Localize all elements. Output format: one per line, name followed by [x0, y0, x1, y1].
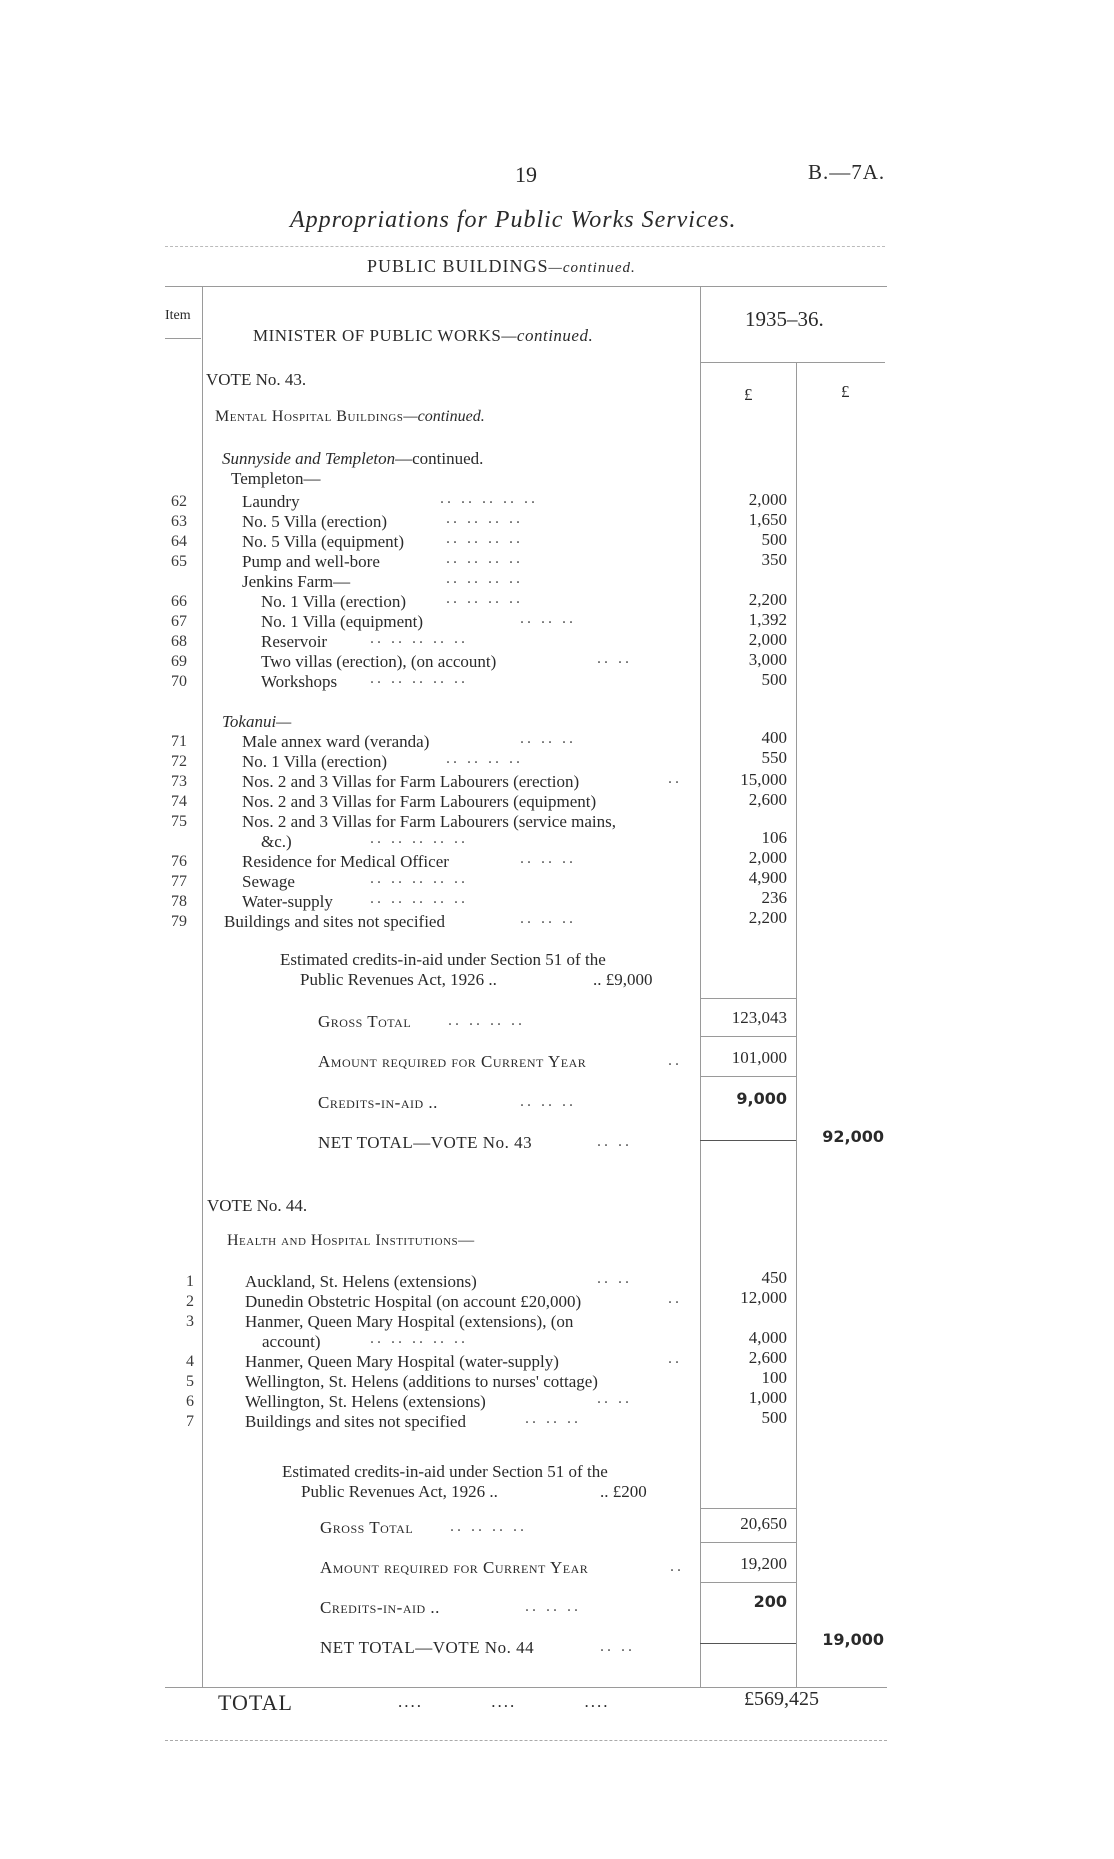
line-item-amount: 1,000	[748, 1388, 787, 1407]
credits-in-aid-note: Estimated credits-in-aid under Section 51 of the	[280, 950, 606, 969]
item-number: 78	[171, 893, 187, 910]
item-number: 65	[171, 553, 187, 570]
item-number: 75	[171, 813, 187, 830]
credits-in-aid-note-amount: .. £9,000	[593, 970, 653, 989]
item-number: 79	[171, 913, 187, 930]
line-item-label: Hanmer, Queen Mary Hospital (extensions), (on	[245, 1312, 574, 1331]
line-item-amount: 500	[761, 670, 787, 689]
line-item-label: No. 5 Villa (equipment)	[242, 532, 405, 551]
line-item-amount: 15,000	[740, 770, 787, 789]
line-item-amount: 2,000	[748, 848, 787, 867]
amount-required-label: Amount required for Current Year	[320, 1558, 589, 1577]
amount-required-value: 19,200	[740, 1554, 787, 1573]
line-item-amount: 4,900	[748, 868, 787, 887]
vote-44-title: VOTE No. 44.	[207, 1196, 308, 1215]
line-item-amount: 350	[761, 550, 787, 569]
item-number: 66	[171, 593, 187, 610]
item-header-rule	[165, 338, 201, 339]
credits-in-aid-label: Credits-in-aid ..	[320, 1598, 440, 1617]
item-number: 4	[186, 1353, 194, 1370]
line-item-amount: 450	[761, 1268, 787, 1287]
line-item-label: Nos. 2 and 3 Villas for Farm Labourers (service mains,	[242, 812, 616, 831]
line-item-amount: 2,200	[748, 908, 787, 927]
item-number: 62	[171, 493, 187, 510]
grand-total-label: TOTAL	[218, 1690, 293, 1715]
line-item-amount: 2,600	[748, 790, 787, 809]
line-item-amount: 400	[761, 728, 787, 747]
gross-total-value: 123,043	[731, 1008, 787, 1027]
line-item-label-continued: &c.)	[261, 832, 292, 851]
line-item-label: Water-supply	[242, 892, 333, 911]
line-item-label: Wellington, St. Helens (additions to nurses' cottage)	[245, 1372, 598, 1391]
currency-label-1: £	[744, 385, 753, 404]
vote-44-section-heading: Health and Hospital Institutions—	[227, 1232, 475, 1249]
item-number: 70	[171, 673, 187, 690]
item-number: 77	[171, 873, 187, 890]
currency-label-2: £	[841, 382, 850, 401]
item-number: 74	[171, 793, 187, 810]
line-item-label: Nos. 2 and 3 Villas for Farm Labourers (erection)	[242, 772, 580, 791]
item-number: 63	[171, 513, 187, 530]
line-item-label: No. 1 Villa (equipment)	[261, 612, 424, 631]
line-item-amount: 4,000	[748, 1328, 787, 1347]
gross-total-label: Gross Total	[318, 1012, 412, 1031]
line-item-label: Dunedin Obstetric Hospital (on account £20,000)	[245, 1292, 582, 1311]
line-item-amount: 500	[761, 1408, 787, 1427]
item-number: 68	[171, 633, 187, 650]
line-item-amount: 106	[761, 828, 787, 847]
line-item-label: Buildings and sites not specified	[224, 912, 445, 931]
gross-total-label: Gross Total	[320, 1518, 414, 1537]
line-item-label: Male annex ward (veranda)	[242, 732, 430, 751]
page-title: Appropriations for Public Works Services.	[290, 207, 737, 233]
line-item-amount: 550	[761, 748, 787, 767]
grand-total-leaders: .... .... ....	[398, 1692, 610, 1711]
vote-43-section-heading: Mental Hospital Buildings—continued.	[215, 408, 485, 425]
line-item-label: Hanmer, Queen Mary Hospital (water-supply)	[245, 1352, 559, 1371]
subgroup-templeton: Templeton—	[231, 469, 321, 488]
line-item-amount: 100	[761, 1368, 787, 1387]
line-item-label: No. 1 Villa (erection)	[261, 592, 407, 611]
item-number: 71	[171, 733, 187, 750]
net-total-value: 92,000	[822, 1127, 884, 1146]
line-item-label: Wellington, St. Helens (extensions)	[245, 1392, 486, 1411]
credits-in-aid-value: 200	[753, 1592, 787, 1611]
vote-43-title: VOTE No. 43.	[206, 370, 307, 389]
line-item-amount: 236	[761, 888, 787, 907]
net-total-value: 19,000	[822, 1630, 884, 1649]
line-item-label: Sewage	[242, 872, 295, 891]
gross-total-value: 20,650	[740, 1514, 787, 1533]
net-total-label: NET TOTAL—VOTE No. 44	[320, 1638, 535, 1657]
item-column-header: Item	[165, 308, 191, 323]
page-number: 19	[515, 162, 537, 187]
item-number: 6	[186, 1393, 194, 1410]
item-number: 2	[186, 1293, 194, 1310]
line-item-label: Two villas (erection), (on account)	[261, 652, 497, 671]
line-item-label: Reservoir	[261, 632, 328, 651]
credits-in-aid-label: Credits-in-aid ..	[318, 1093, 438, 1112]
item-number: 69	[171, 653, 187, 670]
line-item-amount: 1,650	[748, 510, 787, 529]
item-number: 1	[186, 1273, 194, 1290]
credits-in-aid-value: 9,000	[736, 1089, 787, 1108]
page-subtitle: PUBLIC BUILDINGS—continued.	[367, 256, 636, 276]
item-number: 5	[186, 1373, 194, 1390]
item-number: 73	[171, 773, 187, 790]
line-item-amount: 1,392	[748, 610, 787, 629]
line-item-label: Laundry	[242, 492, 300, 511]
credits-in-aid-note-amount: .. £200	[600, 1482, 647, 1501]
line-item-amount: 2,000	[748, 490, 787, 509]
document-reference: B.—7A.	[808, 160, 886, 184]
line-item-amount: 3,000	[748, 650, 787, 669]
net-total-label: NET TOTAL—VOTE No. 43	[318, 1133, 533, 1152]
line-item-label: Workshops	[261, 672, 338, 691]
line-item-label: Pump and well-bore	[242, 552, 380, 571]
grand-total-value: £569,425	[744, 1688, 819, 1710]
credits-in-aid-note-act: Public Revenues Act, 1926 ..	[301, 1482, 498, 1501]
line-item-label: No. 1 Villa (erection)	[242, 752, 388, 771]
line-item-amount: 2,600	[748, 1348, 787, 1367]
group-heading-sunnyside: Sunnyside and Templeton—continued.	[222, 449, 484, 468]
credits-in-aid-note: Estimated credits-in-aid under Section 51 of the	[282, 1462, 608, 1481]
line-item-label: No. 5 Villa (erection)	[242, 512, 388, 531]
amount-required-value: 101,000	[731, 1048, 787, 1067]
line-item-amount: 2,000	[748, 630, 787, 649]
item-number: 64	[171, 533, 187, 550]
line-item-amount: 500	[761, 530, 787, 549]
line-item-label: Auckland, St. Helens (extensions)	[245, 1272, 477, 1291]
line-item-label-continued: account)	[262, 1332, 321, 1351]
line-item-label: Nos. 2 and 3 Villas for Farm Labourers (equipment)	[242, 792, 597, 811]
line-item-label: Buildings and sites not specified	[245, 1412, 466, 1431]
item-number: 7	[186, 1413, 194, 1430]
subgroup-jenkins-farm: Jenkins Farm—	[242, 572, 351, 591]
item-number: 3	[186, 1313, 194, 1330]
credits-in-aid-note-act: Public Revenues Act, 1926 ..	[300, 970, 497, 989]
ministry-heading: MINISTER OF PUBLIC WORKS—continued.	[253, 326, 594, 345]
item-number: 67	[171, 613, 187, 630]
subgroup-tokanui: Tokanui—	[222, 712, 292, 731]
year-heading: 1935–36.	[745, 307, 824, 331]
line-item-amount: 12,000	[740, 1288, 787, 1307]
item-number: 76	[171, 853, 187, 870]
amount-required-label: Amount required for Current Year	[318, 1052, 587, 1071]
line-item-label: Residence for Medical Officer	[242, 852, 449, 871]
item-number: 72	[171, 753, 187, 770]
line-item-amount: 2,200	[748, 590, 787, 609]
